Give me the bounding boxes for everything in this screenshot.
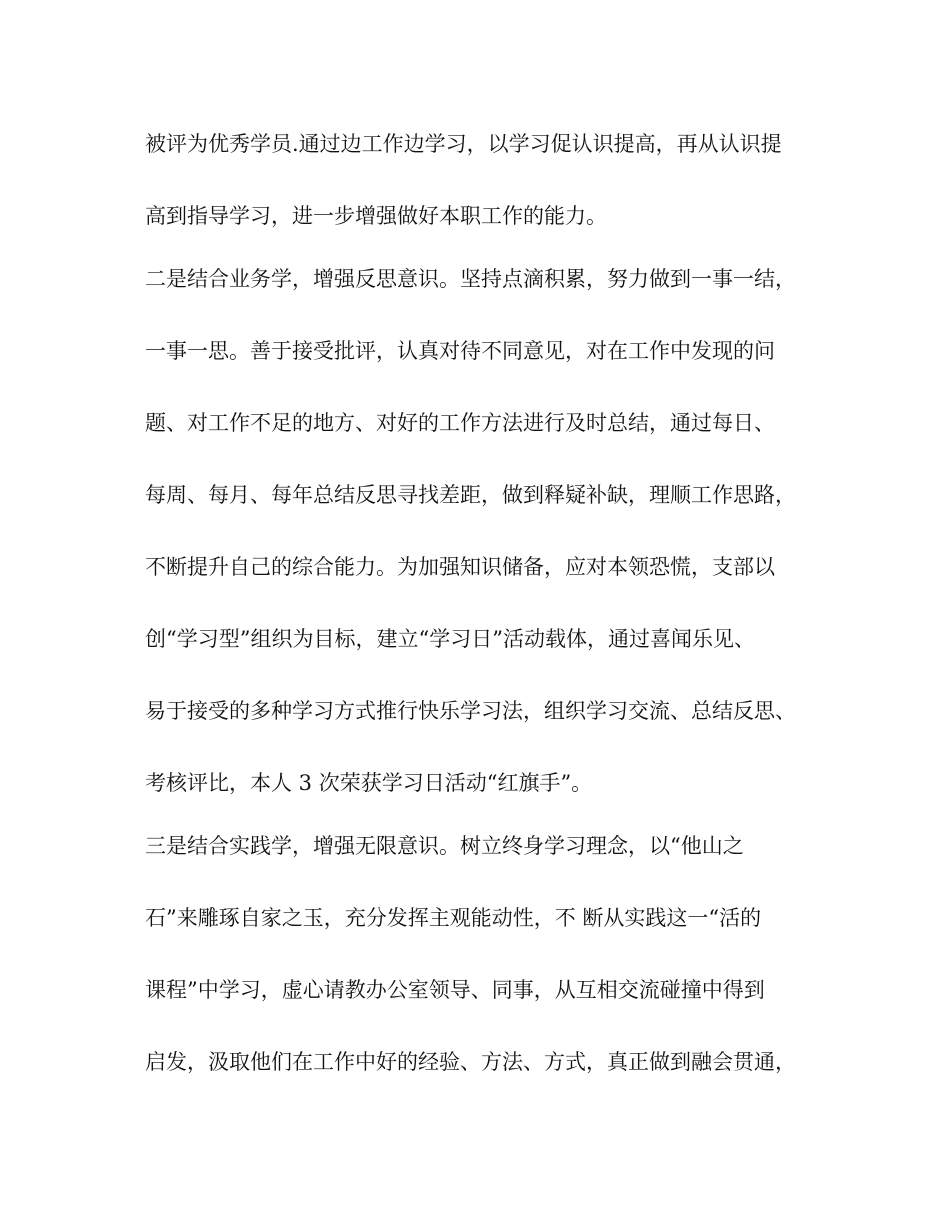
text-line: 题、对工作不足的地方、对好的工作方法进行及时总结，通过每日、 — [145, 411, 775, 435]
text-line: 二是结合业务学，增强反思意识。坚持点滴积累，努力做到一事一结， — [145, 267, 796, 291]
text-line: 启发，汲取他们在工作中好的经验、方法、方式，真正做到融会贯通， — [145, 1050, 796, 1074]
text-line: 石”来雕琢自家之玉，充分发挥主观能动性，不 断从实践这一“活的 — [145, 906, 762, 930]
text-line: 不断提升自己的综合能力。为加强知识储备，应对本领恐慌，支部以 — [145, 555, 775, 579]
text-line: 一事一思。善于接受批评，认真对待不同意见，对在工作中发现的问 — [145, 339, 775, 363]
text-line: 三是结合实践学，增强无限意识。树立终身学习理念，以“他山之 — [145, 834, 744, 858]
text-line: 高到指导学习，进一步增强做好本职工作的能力。 — [145, 204, 607, 228]
text-line: 被评为优秀学员.通过边工作边学习，以学习促认识提高，再从认识提 — [145, 132, 782, 156]
text-line: 易于接受的多种学习方式推行快乐学习法，组织学习交流、总结反思、 — [145, 699, 796, 723]
text-line: 课程”中学习，虚心请教办公室领导、同事，从互相交流碰撞中得到 — [145, 978, 765, 1002]
text-line: 每周、每月、每年总结反思寻找差距，做到释疑补缺，理顺工作思路， — [145, 483, 796, 507]
text-line: 创“学习型”组织为目标，建立“学习日”活动载体，通过喜闻乐见、 — [145, 627, 755, 651]
text-line: 考核评比，本人 3 次荣获学习日活动“红旗手”。 — [145, 771, 593, 795]
